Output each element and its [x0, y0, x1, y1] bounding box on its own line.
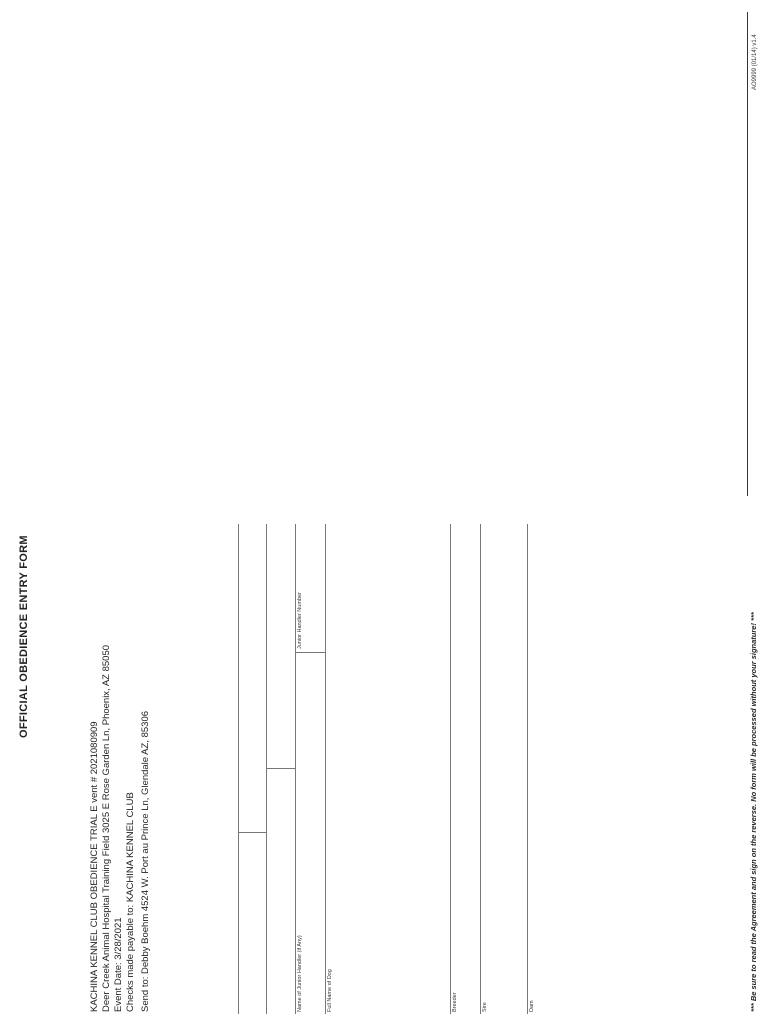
junior-handler-name-label: Name of Junior Handler (if Any) — [297, 935, 303, 1012]
field-divider-1 — [238, 832, 267, 833]
field-divider-2 — [266, 768, 296, 769]
field-line-1[interactable] — [238, 524, 239, 1014]
field-divider-3 — [295, 652, 326, 653]
dam-line[interactable] — [527, 524, 528, 1014]
checks-payable: Checks made payable to: KACHINA KENNEL CLUB — [125, 792, 136, 1012]
event-line-2: Deer Creek Animal Hospital Training Field 3025 E Rose Garden Ln, Phoenix, AZ 85050 — [101, 644, 112, 1012]
footer-rule — [747, 12, 748, 496]
event-line-1: KACHINA KENNEL CLUB OBEDIENCE TRIAL E vent # 2021080909 — [89, 721, 100, 1012]
full-name-of-dog-label: Full Name of Dog — [327, 969, 333, 1012]
sire-line[interactable] — [480, 524, 481, 1014]
form-id: AO9999 (01/14) v1.4 — [752, 34, 758, 90]
junior-handler-number-label: Junior Handler Number — [297, 592, 303, 649]
sire-label: Sire — [482, 1002, 488, 1012]
footer-notice: *** Be sure to read the Agreement and sign on the reverse. No form will be processed without your signature! *** — [749, 612, 758, 1012]
dam-label: Dam — [529, 1000, 535, 1012]
event-date: Event Date: 3/28/2021 — [113, 917, 124, 1012]
junior-handler-name-line[interactable] — [295, 524, 296, 1014]
form-title: OFFICIAL OBEDIENCE ENTRY FORM — [18, 535, 30, 738]
breeder-label: Breeder — [452, 992, 458, 1012]
field-line-2[interactable] — [266, 524, 267, 1014]
full-name-of-dog-line[interactable] — [325, 524, 326, 1014]
breeder-line[interactable] — [450, 524, 451, 1014]
send-to-address: Send to: Debby Boehm 4524 W. Port au Prince Ln, Glendale AZ, 85306 — [140, 710, 151, 1012]
